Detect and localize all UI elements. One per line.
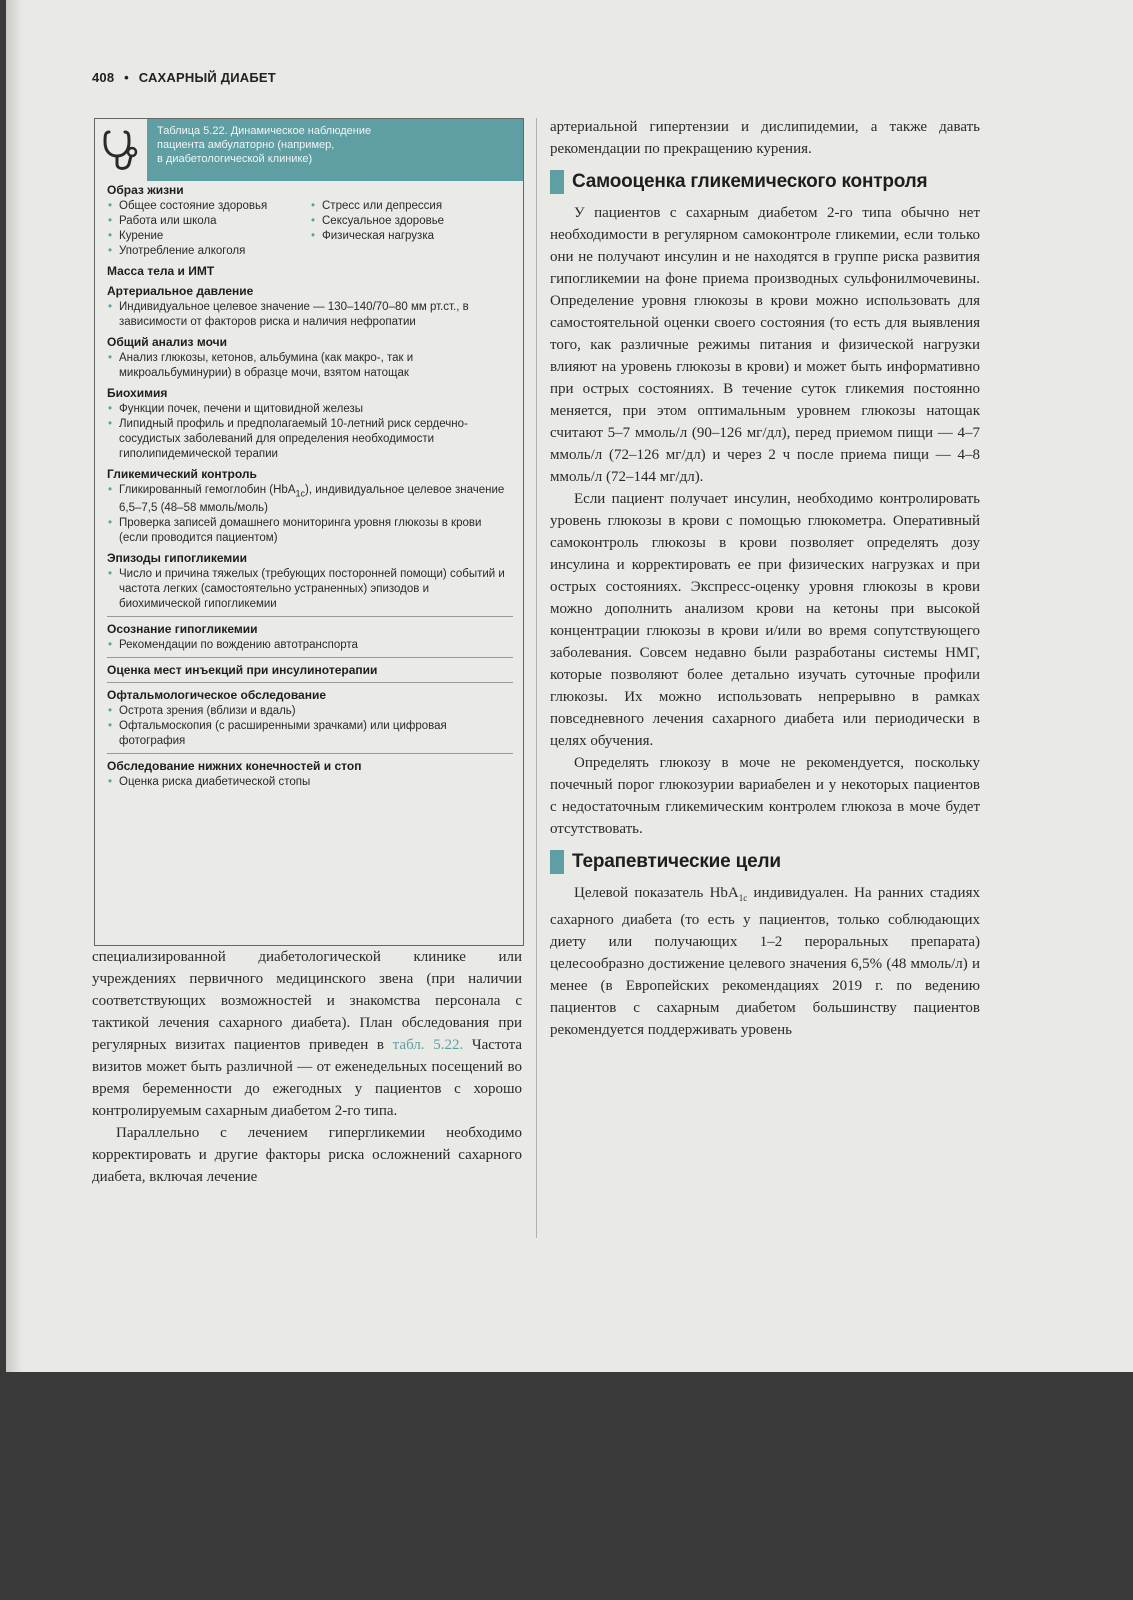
heading-bar [550,850,564,874]
section-title-eye: Офтальмологическое обследование [107,688,327,703]
table-header [95,119,523,181]
right-column-text [550,116,980,1041]
table-body [95,181,523,790]
left-column-text [92,946,522,1188]
paragraph: Если пациент получает инсулин, необходимо контролировать уровень глюкозы в крови с помощью глюкометра. Оперативный самоконтроль глюкозы в крови позволяет определять дозу инсулина и корректировать ее при физических нагрузках и при острых состояниях. Экспресс-оценку уровня глюкозы в крови можно дополнить анализом крови на кетоны при высокой концентрации глюкозы в крови и/или во время сопутствующего заболевания. Совсем недавно были разработаны системы НМГ, которые позволяют более детально изучать суточные профили глюкозы. Их можно использовать непрерывно в рамках повседневного лечения сахарного диабета или периодически в целях обучения. [550,491,980,749]
section-title-injection: Оценка мест инъекций при инсулинотерапии [107,663,378,678]
section-title-weight: Масса тела и ИМТ [107,264,215,278]
paragraph-text: Целевой показатель HbA [574,885,739,901]
paragraph-text: индивидуален. На ранних стадиях сахарного диабета (то есть у пациентов, только соблюдающих диету или получающих 1–2 пероральных препарата) целесообразно достижение целевого значения 6,5% (48 ммоль/л) и менее (в Европейских рекомендациях 2019 г. по ведению пациентов с сахарным диабетом большинству пациентов рекомендуется поддерживать уровень [550,885,980,1038]
list-item: • Функции почек, печени и щитовидной железы [107,402,513,417]
table-reference-link[interactable]: табл. 5.22. [392,1037,464,1053]
list-item: • Анализ глюкозы, кетонов, альбумина (как макро-, так и микроальбуминурии) в образце мочи, взятом натощак [107,351,513,381]
list-item: • Проверка записей домашнего мониторинга уровня глюкозы в крови (если проводится пациентом) [107,516,513,546]
divider [107,616,513,617]
section-heading-text: Терапевтические цели [572,851,781,872]
paragraph: У пациентов с сахарным диабетом 2-го типа обычно нет необходимости в регулярном самоконтроле гликемии, если только они не получают инсулин и не находятся в группе риска развития гипогликемии на фоне приема производных сульфонилмочевины. Определение уровня глюкозы в крови можно использовать для самостоятельной оценки своего состояния (то есть для выявления того, как различные режимы питания и физической нагрузки влияют на уровень глюкозы в крови) и может быть информативно при острых состояниях. В течение суток гликемия постоянно меняется, при этом оптимальным уровнем глюкозы натощак считают 5–7 ммоль/л (90–126 мг/дл), перед приемом пищи — 4–7 ммоль/л (72–126 мг/дл) и через 2 ч после приема пищи — 4–8 ммоль/л (72–144 мг/дл). [550,205,980,485]
list-item [107,483,513,516]
section-title-lifestyle: Образ жизни [107,183,184,197]
list-item: • Сексуальное здоровье [310,214,513,229]
lifestyle-list [107,199,513,259]
hba1c-subscript: 1c [295,488,306,499]
hba1c-text: Гликированный гемоглобин (HbA [119,484,296,496]
paragraph: артериальной гипертензии и дислипидемии, а также давать рекомендации по прекращению курения. [550,119,980,157]
table-title-line: в диабетологической клинике) [157,153,313,165]
table-5-22 [94,118,524,946]
hba1c-target-text: ), индивидуальное целевое значение 6,5–7,5 (48–58 ммоль/моль) [119,484,505,515]
divider [107,753,513,754]
list-item: • Рекомендации по вождению автотранспорта [107,638,513,653]
section-heading [550,850,980,874]
list-item: • Число и причина тяжелых (требующих посторонней помощи) событий и частота легких (самостоятельно устраненных) эпизодов и биохимической гипогликемии [107,567,513,612]
list-item: • Употребление алкоголя [107,244,310,259]
hba1c-subscript: 1c [738,893,748,903]
list-item: • Офтальмоскопия (с расширенными зрачками) или цифровая фотография [107,719,513,749]
paragraph-text: специализированной диабетологической клинике или учреждениях первичного медицинского звена (при наличии соответствующих возможностей и знакомства персонала с тактикой лечения сахарного диабета). План обследования при регулярных визитах пациентов приведен в [92,949,522,1053]
divider [107,682,513,683]
list-item: • Стресс или депрессия [310,199,513,214]
list-item: • Работа или школа [107,214,310,229]
section-title-awareness: Осознание гипогликемии [107,622,258,637]
section-title-urine: Общий анализ мочи [107,335,227,349]
header-separator: • [124,70,129,85]
list-item: • Липидный профиль и предполагаемый 10-летний риск сердечно-сосудистых заболеваний для определения необходимости гиполипидемической терапии [107,417,513,462]
page-number: 408 [92,70,115,85]
section-title-feet: Обследование нижних конечностей и стоп [107,759,362,774]
table-title-line: пациента амбулаторно (например, [157,139,335,151]
list-item: • Индивидуальное целевое значение — 130–140/70–80 мм рт.ст., в зависимости от факторов риска и наличия нефропатии [107,300,513,330]
list-item: • Физическая нагрузка [310,229,513,244]
column-divider [536,118,537,1238]
section-title-bp: Артериальное давление [107,284,254,298]
chapter-title: САХАРНЫЙ ДИАБЕТ [138,70,276,85]
stethoscope-icon [95,119,147,181]
section-heading-text: Самооценка гликемического контроля [572,171,928,192]
paragraph-text: Частота визитов может быть различной — от еженедельных посещений во время беременности до ежегодных у пациентов с хорошо контролируемым сахарным диабетом 2-го типа. [92,1037,523,1119]
table-title-line: Таблица 5.22. Динамическое наблюдение [157,125,372,137]
list-item: • Оценка риска диабетической стопы [107,775,513,790]
list-item: • Острота зрения (вблизи и вдаль) [107,704,513,719]
paragraph [92,946,522,1122]
table-title [147,119,523,181]
list-item: • Курение [107,229,310,244]
running-header [92,70,276,85]
paragraph [550,882,980,1041]
section-heading [550,170,980,194]
list-item: • Общее состояние здоровья [107,199,310,214]
paragraph: Определять глюкозу в моче не рекомендуется, поскольку почечный порог глюкозурии вариабелен и у некоторых пациентов с недостаточным гликемическим контролем глюкоза в моче будет отсутствовать. [550,755,980,837]
section-title-biochem: Биохимия [107,386,168,400]
section-title-hypo: Эпизоды гипогликемии [107,551,248,566]
section-title-glycemic: Гликемический контроль [107,467,257,481]
divider [107,657,513,658]
book-page [6,0,1133,1372]
paragraph: Параллельно с лечением гипергликемии необходимо корректировать и другие факторы риска осложнений сахарного диабета, включая лечение [92,1125,522,1185]
heading-bar [550,170,564,194]
